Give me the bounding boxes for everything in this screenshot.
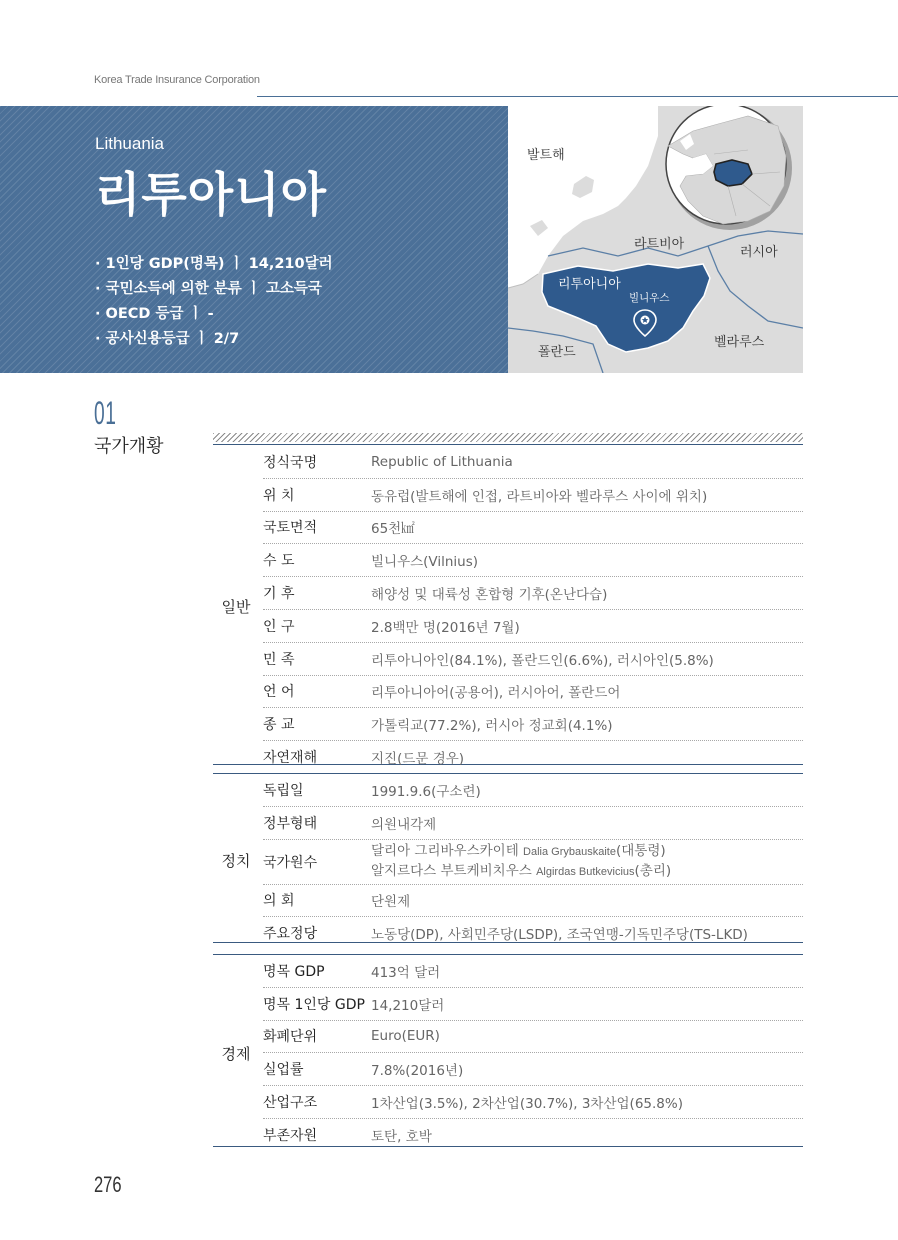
- row-value: 14,210달러: [371, 997, 445, 1014]
- section-hatch: [213, 433, 803, 442]
- page-number: 276: [94, 1172, 122, 1197]
- label-latvia: 라트비아: [634, 237, 685, 252]
- row-key: 명목 1인당 GDP: [263, 996, 365, 1013]
- row-value: 2.8백만 명(2016년 7월): [371, 619, 520, 636]
- table-row: [263, 955, 803, 988]
- country-name-en: Lithuania: [95, 134, 165, 153]
- table-row: [263, 577, 803, 610]
- table-row: [263, 512, 803, 545]
- table-row: [263, 446, 803, 479]
- location-map: [508, 106, 803, 373]
- corporation-name: Korea Trade Insurance Corporation: [94, 74, 260, 86]
- group-politics: [213, 773, 803, 943]
- table-row: [263, 643, 803, 676]
- header-rule: [257, 96, 898, 97]
- group-label: 정치: [221, 852, 251, 870]
- row-value: 동유럽(발트해에 인접, 라트비아와 벨라루스 사이에 위치): [371, 488, 708, 505]
- row-key: 자연재해: [263, 750, 318, 767]
- label-lithuania: 리투아니아: [558, 277, 621, 292]
- row-key: 정식국명: [263, 454, 318, 471]
- row-key: 화폐단위: [263, 1029, 318, 1046]
- row-value: 가톨릭교(77.2%), 러시아 정교회(4.1%): [371, 718, 613, 735]
- row-key: 국가원수: [263, 854, 318, 871]
- fact-income-class: · 국민소득에 의한 분류 ㅣ 고소득국: [95, 281, 322, 297]
- section-title: 국가개황: [94, 436, 164, 457]
- country-name-ko: 리투아니아: [95, 168, 328, 223]
- prime-minister-line: [371, 862, 671, 882]
- row-key: 언 어: [263, 684, 295, 701]
- table-row: [263, 807, 803, 840]
- row-value: 의원내각제: [371, 816, 437, 833]
- title: (대통령): [615, 842, 666, 859]
- row-value: 1991.9.6(구소련): [371, 783, 481, 800]
- row-value: Euro(EUR): [371, 1028, 440, 1045]
- group-economy: [213, 954, 803, 1147]
- label-vilnius: 빌니우스: [629, 292, 670, 304]
- row-key: 기 후: [263, 586, 295, 603]
- row-key: 정부형태: [263, 815, 318, 832]
- row-value: 해양성 및 대륙성 혼합형 기후(온난다습): [371, 587, 608, 604]
- name-ko: 알지르다스 부트케비치우스: [371, 862, 537, 879]
- row-value: 토탄, 호박: [371, 1128, 432, 1145]
- table-row: [263, 610, 803, 643]
- title: (총리): [634, 862, 672, 879]
- table-row: [263, 917, 803, 949]
- row-value: 단원제: [371, 894, 411, 911]
- table-row: [263, 1053, 803, 1086]
- row-key: 위 치: [263, 487, 295, 504]
- name-ko: 달리아 그리바우스카이테: [371, 842, 524, 859]
- row-key: 민 족: [263, 651, 295, 668]
- head-of-state-line: [371, 842, 666, 862]
- label-russia: 러시아: [740, 245, 778, 260]
- table-row: [263, 1086, 803, 1119]
- row-value: [371, 840, 803, 884]
- fact-gdp-per-capita: · 1인당 GDP(명목) ㅣ 14,210달러: [95, 256, 333, 272]
- name-en: Dalia Grybauskaite: [523, 845, 616, 858]
- label-baltic-sea: 발트해: [527, 148, 565, 163]
- row-key: 명목 GDP: [263, 963, 325, 980]
- row-key: 의 회: [263, 893, 295, 910]
- row-key: 인 구: [263, 618, 295, 635]
- name-en: Algirdas Butkevicius: [536, 865, 635, 878]
- row-value: 1차산업(3.5%), 2차산업(30.7%), 3차산업(65.8%): [371, 1096, 683, 1113]
- group-label: 일반: [221, 598, 251, 616]
- table-row: [263, 840, 803, 885]
- key-facts: [95, 252, 333, 352]
- table-row: [263, 741, 803, 773]
- table-row: [263, 479, 803, 512]
- row-key: 종 교: [263, 717, 295, 734]
- label-belarus: 벨라루스: [714, 335, 765, 350]
- row-value: 65천㎢: [371, 521, 415, 538]
- table-row: [263, 988, 803, 1021]
- row-key: 부존자원: [263, 1127, 318, 1144]
- row-key: 독립일: [263, 782, 304, 799]
- group-label: 경제: [221, 1045, 251, 1063]
- row-value: 리투아니아어(공용어), 러시아어, 폴란드어: [371, 685, 621, 702]
- label-poland: 폴란드: [538, 345, 576, 360]
- row-key: 실업률: [263, 1062, 304, 1079]
- table-row: [263, 774, 803, 807]
- row-key: 수 도: [263, 553, 295, 570]
- group-rows: [263, 446, 803, 773]
- table-row: [263, 676, 803, 709]
- row-value: 리투아니아인(84.1%), 폴란드인(6.6%), 러시아인(5.8%): [371, 652, 714, 669]
- table-row: [263, 885, 803, 918]
- row-key: 산업구조: [263, 1095, 318, 1112]
- row-value: 노동당(DP), 사회민주당(LSDP), 조국연맹-기독민주당(TS-LKD): [371, 927, 748, 944]
- table-row: [263, 1119, 803, 1151]
- section-number: 01: [94, 395, 117, 431]
- row-value: 7.8%(2016년): [371, 1063, 464, 1080]
- row-value: 413억 달러: [371, 964, 441, 981]
- row-value: 빌니우스(Vilnius): [371, 554, 479, 571]
- row-key: 국토면적: [263, 520, 318, 537]
- table-row: [263, 544, 803, 577]
- group-rows: [263, 955, 803, 1151]
- group-general: [213, 446, 803, 768]
- table-row: [263, 708, 803, 741]
- row-value: 지진(드문 경우): [371, 751, 465, 768]
- fact-credit-grade: · 공사신용등급 ㅣ 2/7: [95, 331, 240, 347]
- fact-oecd-grade: · OECD 등급 ㅣ -: [95, 306, 214, 322]
- group-rows: [263, 774, 803, 949]
- table-row: [263, 1021, 803, 1054]
- row-key: 주요정당: [263, 926, 318, 943]
- group-rule: [213, 444, 803, 445]
- row-value: Republic of Lithuania: [371, 453, 513, 470]
